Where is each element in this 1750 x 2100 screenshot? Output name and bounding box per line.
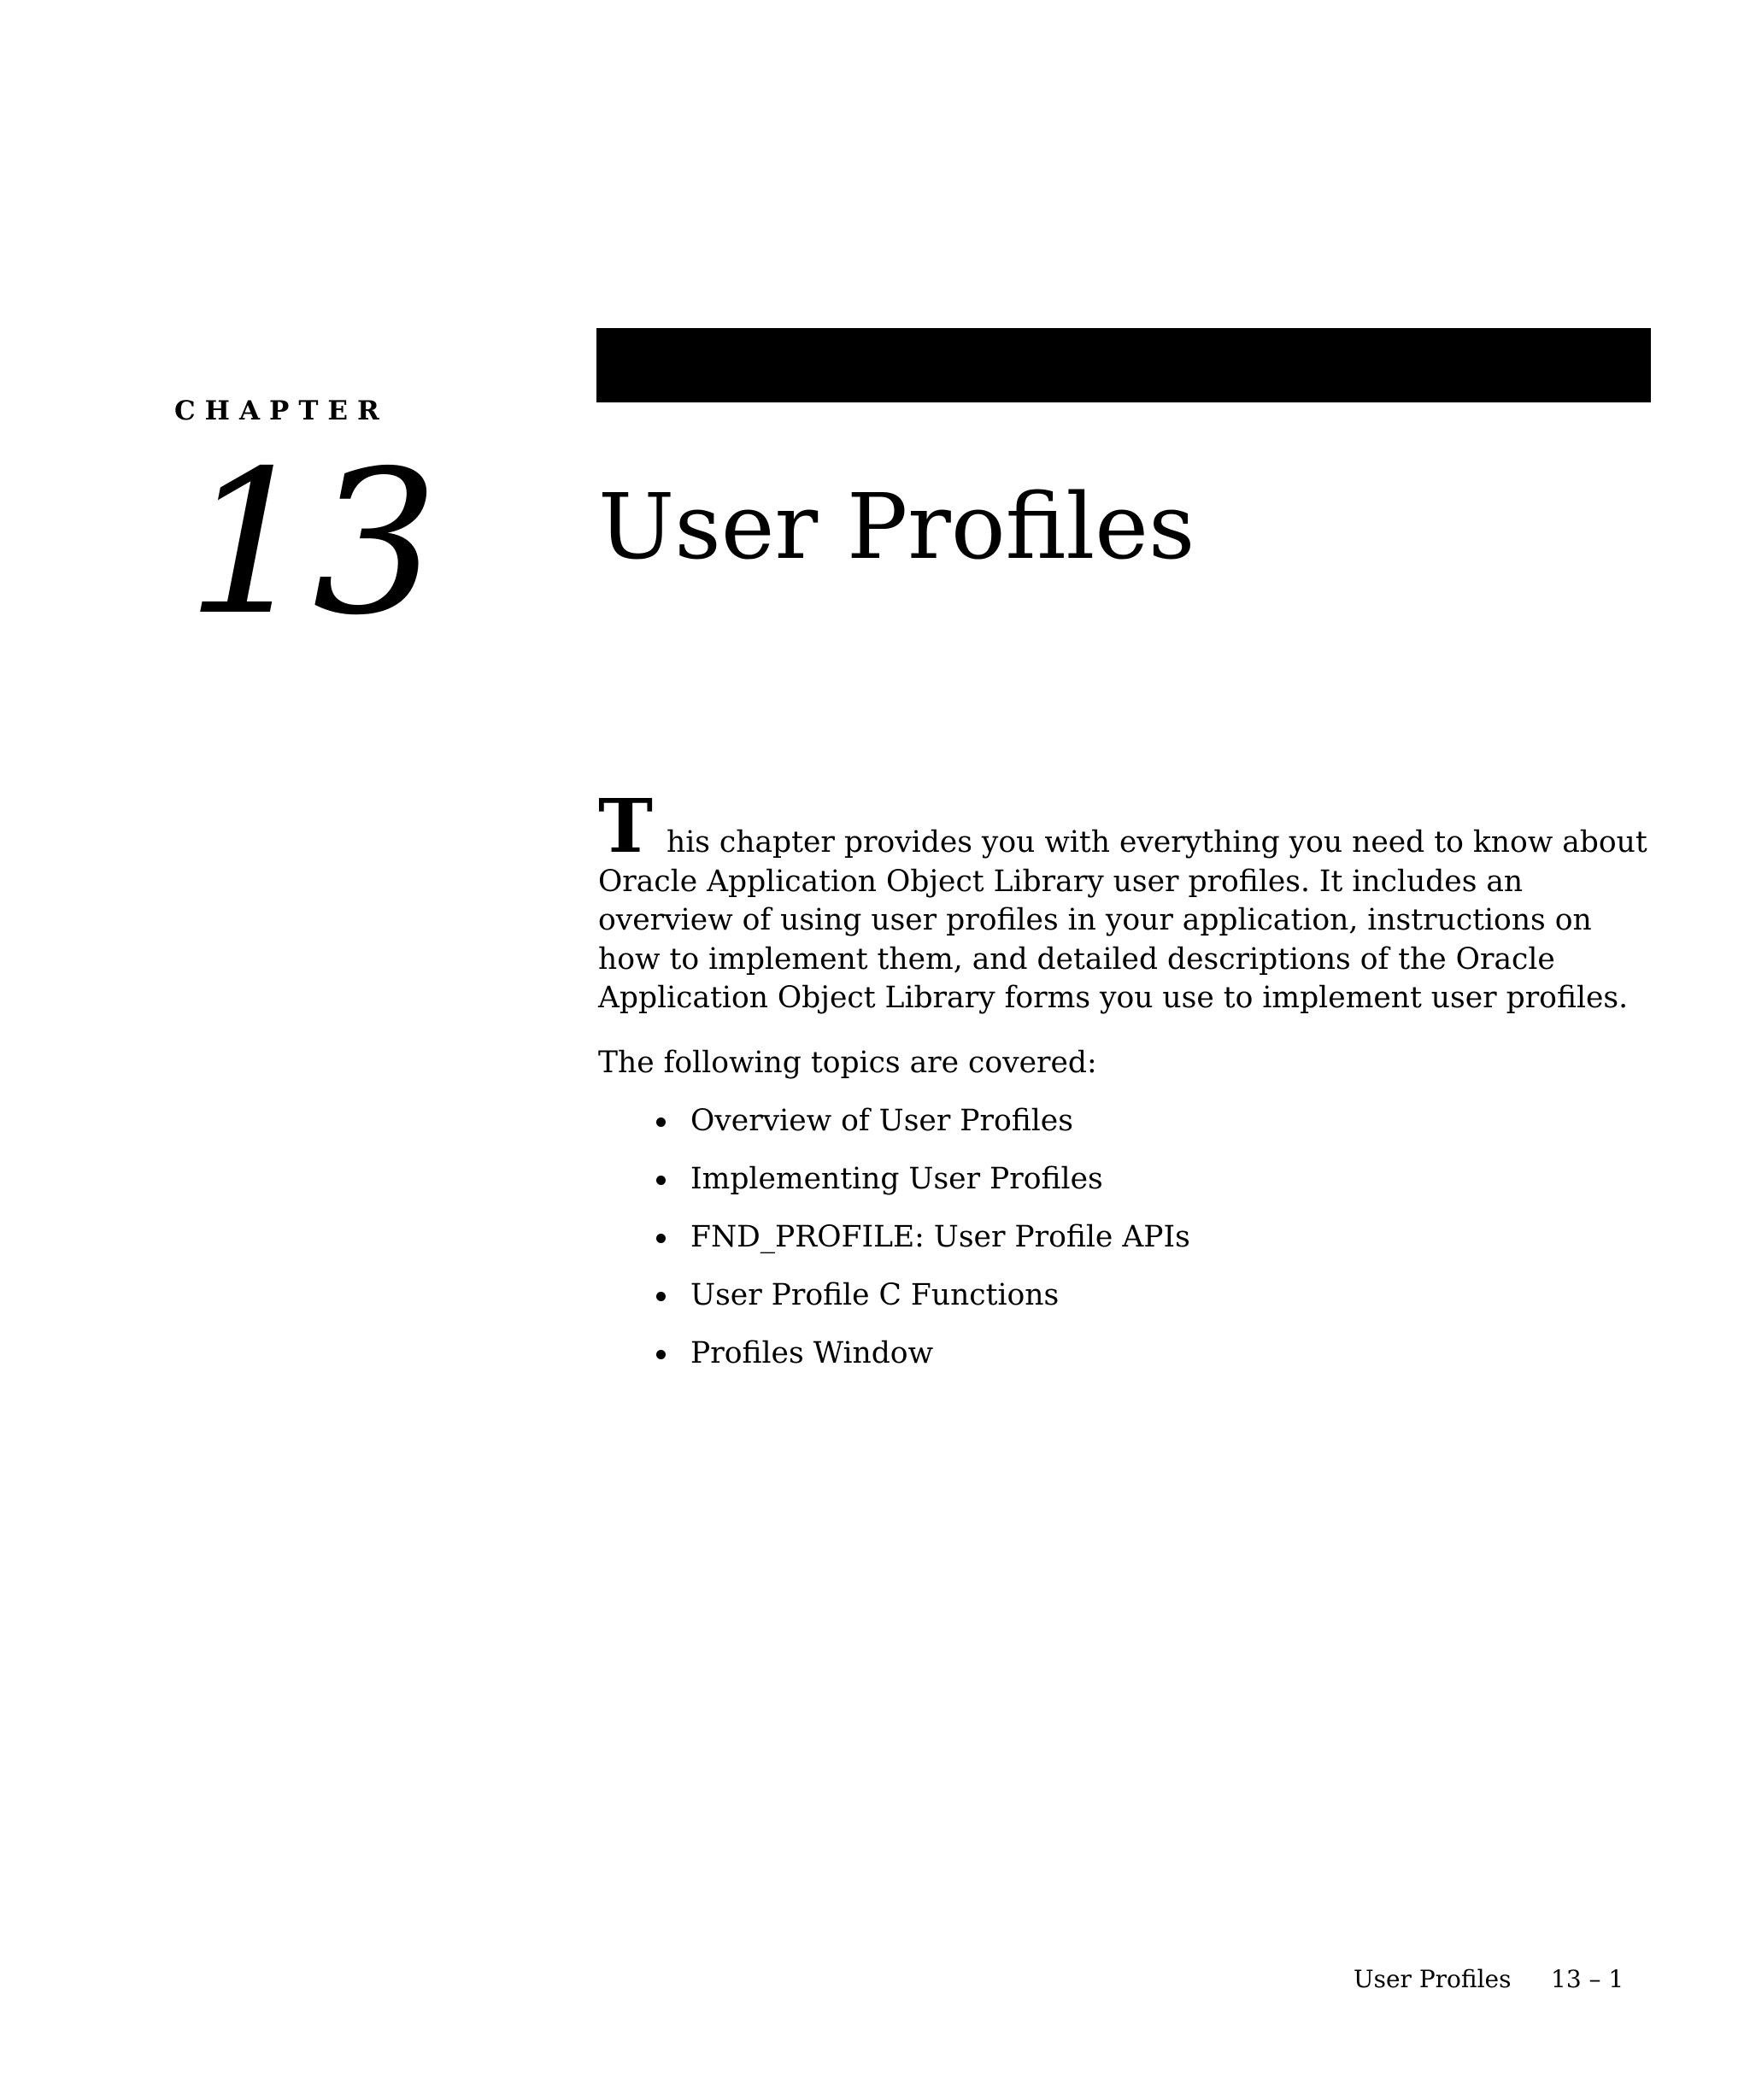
chapter-number: 13 (186, 428, 439, 659)
topic-label: Overview of User Profiles (690, 1104, 1073, 1138)
bullet-icon (656, 1117, 666, 1127)
topics-list (656, 1102, 1190, 1393)
topics-intro: The following topics are covered: (598, 1046, 1097, 1080)
drop-cap: T (598, 783, 653, 870)
topic-label: Profiles Window (690, 1336, 934, 1370)
topic-item (656, 1218, 1190, 1276)
topic-item (656, 1102, 1190, 1160)
intro-paragraph (598, 783, 1658, 1018)
intro-text: his chapter provides you with everything you need to know about Oracle Application Object Library user profiles. It includes an overview of using user profiles in your application, instructions on how to implement them, and detailed descriptions of the Oracle Application Object Library forms you use to implement user profiles. (598, 825, 1647, 1015)
bullet-icon (656, 1350, 666, 1359)
chapter-label: CHAPTER (174, 396, 389, 426)
topic-item (656, 1276, 1190, 1334)
bullet-icon (656, 1234, 666, 1243)
bullet-icon (656, 1292, 666, 1301)
footer-title: User Profiles (1354, 1965, 1512, 1993)
topic-label: FND_PROFILE: User Profile APIs (690, 1220, 1190, 1254)
bullet-icon (656, 1176, 666, 1185)
topic-item (656, 1160, 1190, 1218)
title-bar (596, 328, 1651, 402)
topic-label: Implementing User Profiles (690, 1162, 1103, 1196)
chapter-title: User Profiles (598, 474, 1195, 579)
topic-item (656, 1334, 1190, 1393)
topic-label: User Profile C Functions (690, 1278, 1060, 1312)
page-number: 13 – 1 (1551, 1965, 1624, 1993)
